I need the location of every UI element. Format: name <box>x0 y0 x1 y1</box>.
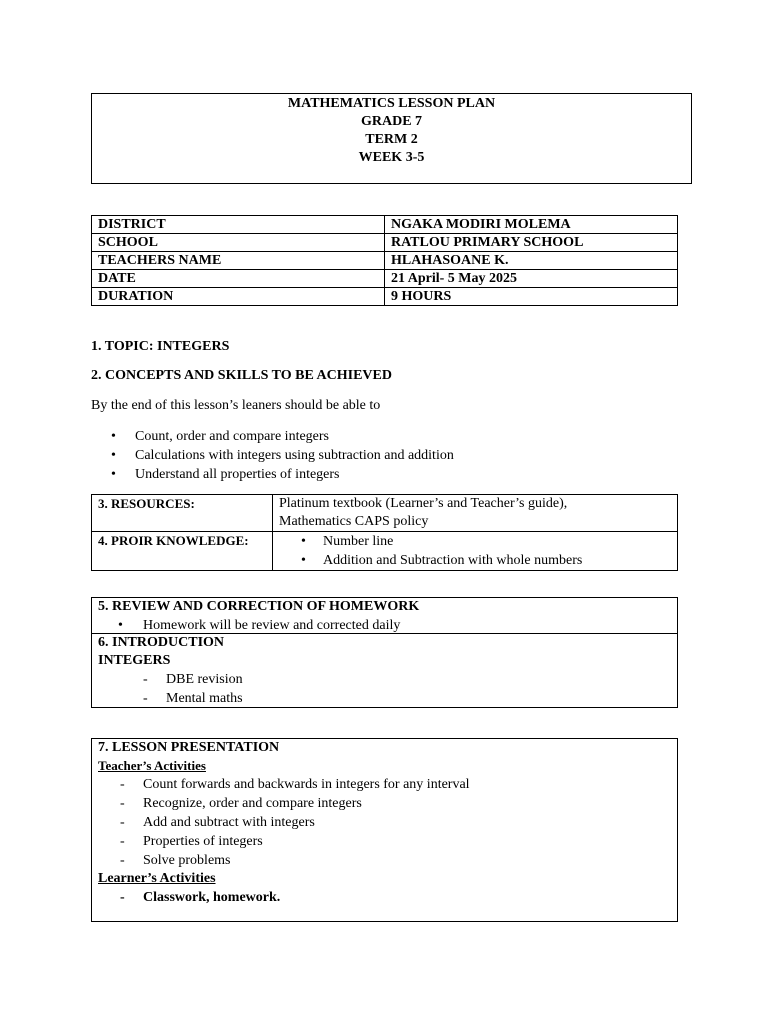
info-value: 9 HOURS <box>385 288 678 306</box>
learner-activities-list <box>98 888 671 907</box>
list-item: - Classwork, homework. <box>98 888 671 907</box>
list-item: • Homework will be review and corrected daily <box>98 616 671 635</box>
introduction-heading: 6. INTRODUCTION <box>98 635 225 650</box>
term-label: TERM 2 <box>365 132 418 147</box>
table-row <box>92 495 678 532</box>
concepts-intro: By the end of this lesson’s leaners should be able to <box>91 398 381 413</box>
introduction-subheading: INTEGERS <box>98 653 171 668</box>
learner-activities-heading: Learner’s Activities <box>98 871 216 886</box>
grade-label: GRADE 7 <box>360 114 423 129</box>
list-item: - Count forwards and backwards in integers for any interval <box>98 775 671 794</box>
list-item: - Mental maths <box>98 689 671 708</box>
review-heading: 5. REVIEW AND CORRECTION OF HOMEWORK <box>98 599 420 614</box>
info-value: 21 April- 5 May 2025 <box>385 270 678 288</box>
resources-value <box>273 495 678 532</box>
info-value: NGAKA MODIRI MOLEMA <box>385 216 678 234</box>
lesson-info-table <box>91 215 678 306</box>
lesson-plan-header <box>91 93 692 184</box>
table-row <box>92 288 678 306</box>
review-list <box>98 616 671 635</box>
list-item: • Count, order and compare integers <box>91 427 691 446</box>
introduction-section <box>92 634 677 708</box>
list-item: • Number line <box>279 532 671 551</box>
info-label: TEACHERS NAME <box>92 252 385 270</box>
info-label: DURATION <box>92 288 385 306</box>
week-label: WEEK 3-5 <box>358 150 425 165</box>
table-row <box>92 252 678 270</box>
table-row <box>92 234 678 252</box>
teacher-activities-heading: Teacher’s Activities <box>98 758 206 773</box>
concepts-list <box>91 427 691 484</box>
document-title: MATHEMATICS LESSON PLAN <box>287 96 496 111</box>
concepts-heading: 2. CONCEPTS AND SKILLS TO BE ACHIEVED <box>91 368 392 383</box>
introduction-list <box>98 670 671 708</box>
info-label: SCHOOL <box>92 234 385 252</box>
prior-knowledge-label: 4. PROIR KNOWLEDGE: <box>92 532 273 571</box>
review-introduction-box <box>91 597 678 708</box>
resources-line: Platinum textbook (Learner’s and Teacher’s guide), <box>279 496 568 511</box>
info-label: DISTRICT <box>92 216 385 234</box>
resources-line: Mathematics CAPS policy <box>279 514 429 529</box>
presentation-heading: 7. LESSON PRESENTATION <box>98 740 280 755</box>
list-item: - Properties of integers <box>98 832 671 851</box>
info-label: DATE <box>92 270 385 288</box>
prior-knowledge-value <box>273 532 678 571</box>
info-value: HLAHASOANE K. <box>385 252 678 270</box>
teacher-activities-list <box>98 775 671 870</box>
list-item: • Calculations with integers using subtraction and addition <box>91 446 691 465</box>
list-item: - Recognize, order and compare integers <box>98 794 671 813</box>
list-item: - Add and subtract with integers <box>98 813 671 832</box>
info-value: RATLOU PRIMARY SCHOOL <box>385 234 678 252</box>
table-row <box>92 216 678 234</box>
review-section <box>92 598 677 634</box>
prior-knowledge-list <box>279 532 671 570</box>
table-row <box>92 532 678 571</box>
list-item: • Addition and Subtraction with whole numbers <box>279 551 671 570</box>
resources-label: 3. RESOURCES: <box>92 495 273 532</box>
topic-heading: 1. TOPIC: INTEGERS <box>91 339 230 354</box>
list-item: - DBE revision <box>98 670 671 689</box>
list-item: • Understand all properties of integers <box>91 465 691 484</box>
lesson-presentation-box <box>91 738 678 922</box>
list-item: - Solve problems <box>98 851 671 870</box>
resources-table <box>91 494 678 571</box>
table-row <box>92 270 678 288</box>
